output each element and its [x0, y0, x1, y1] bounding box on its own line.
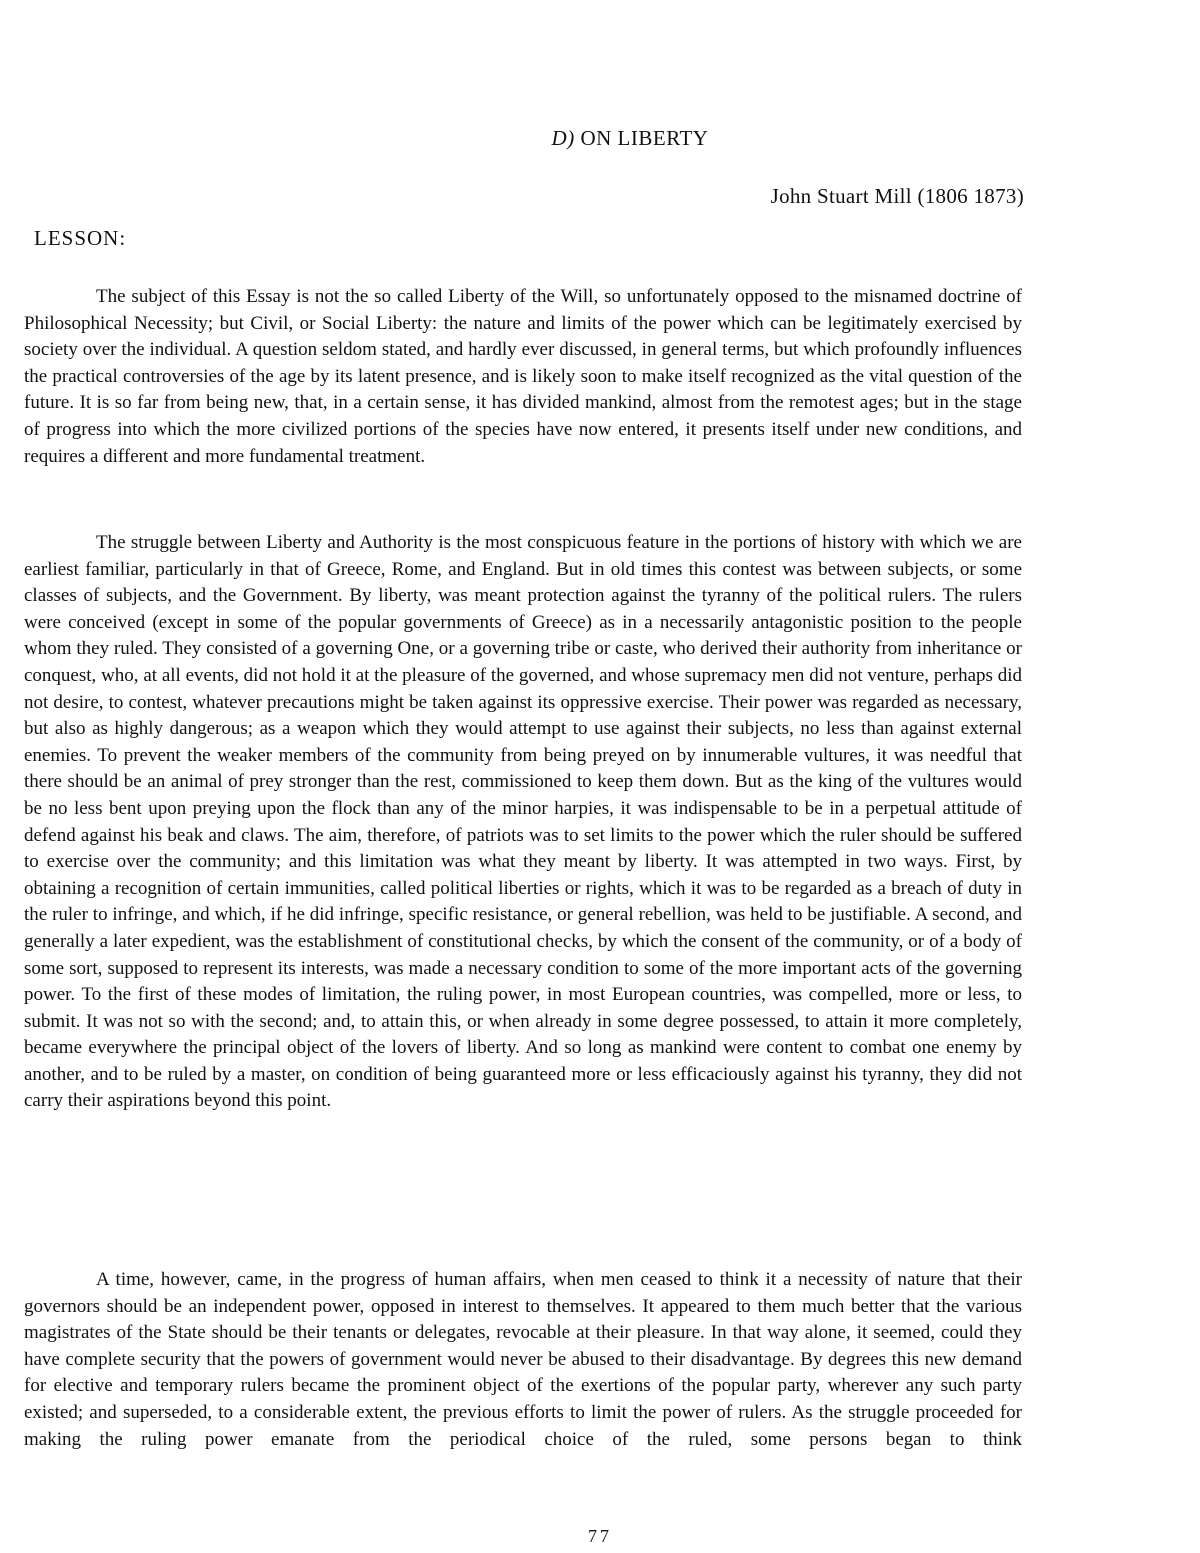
paragraph-1: The subject of this Essay is not the so called Liberty of the Will, so unfortunately opposed to the misnamed doctrine of Philosophical Necessity; but Civil, or Social Liberty: the nature and limits of the power which can be legitimately exercised by society over the individual. A question seldom stated, and hardly ever discussed, in general terms, but which profoundly influences the practical controversies of the age by its latent presence, and is likely soon to make itself recognized as the vital question of the future. It is so far from being new, that, in a certain sense, it has divided mankind, almost from the remotest ages; but in the stage of progress into which the more civilized portions of the species have now entered, it presents itself under new conditions, and requires a different and more fundamental treatment. [24, 286, 1022, 467]
section-title-text: ON LIBERTY [580, 126, 709, 150]
body-text-3 [24, 1267, 1022, 1476]
section-number: D) [551, 126, 575, 150]
lesson-label: LESSON: [34, 226, 127, 250]
section-title [0, 126, 1200, 151]
paragraph-3: A time, however, came, in the progress of human affairs, when men ceased to think it a necessity of nature that their governors should be an independent power, opposed in interest to themselves. It appeared to them much better that the various magistrates of the State should be their tenants or delegates, revocable at their pleasure. In that way alone, it seemed, could they have complete security that the powers of government would never be abused to their disadvantage. By degrees this new demand for elective and temporary rulers became the prominent object of the exertions of the popular party, wherever any such party existed; and superseded, to a considerable extent, the previous efforts to limit the power of rulers. As the struggle proceeded for making the ruling power emanate from the periodical choice of the ruled, some persons began to think [24, 1269, 1022, 1450]
author-line: John Stuart Mill (1806 1873) [770, 184, 1024, 208]
paragraph-2: The struggle between Liberty and Authority is the most conspicuous feature in the portions of history with which we are earliest familiar, particularly in that of Greece, Rome, and England. But in old times this contest was between subjects, or some classes of subjects, and the Government. By liberty, was meant protection against the tyranny of the political rulers. The rulers were conceived (except in some of the popular governments of Greece) as in a necessarily antagonistic position to the people whom they ruled. They consisted of a governing One, or a governing tribe or caste, who derived their authority from inheritance or conquest, who, at all events, did not hold it at the pleasure of the governed, and whose supremacy men did not venture, perhaps did not desire, to contest, whatever precautions might be taken against its oppressive exercise. Their power was regarded as necessary, but also as highly dangerous; as a weapon which they would attempt to use against their subjects, no less than against external enemies. To prevent the weaker members of the community from being preyed on by innumerable vultures, it was needful that there should be an animal of prey stronger than the rest, commissioned to keep them down. But as the king of the vultures would be no less bent upon preying upon the flock than any of the minor harpies, it was indispensable to be in a perpetual attitude of defend against his beak and claws. The aim, therefore, of patriots was to set limits to the power which the ruler should be suffered to exercise over the community; and this limitation was what they meant by liberty. It was attempted in two ways. First, by obtaining a recognition of certain immunities, called political liberties or rights, which it was to be regarded as a breach of duty in the ruler to infringe, and which, if he did infringe, specific resistance, or general rebellion, was held to be justifiable. A second, and generally a later expedient, was the establishment of constitutional checks, by which the consent of the community, or of a body of some sort, supposed to represent its interests, was made a necessary condition to some of the more important acts of the governing power. To the first of these modes of limitation, the ruling power, in most European countries, was compelled, more or less, to submit. It was not so with the second; and, to attain this, or when already in some degree possessed, to attain it more completely, became everywhere the principal object of the lovers of liberty. And so long as mankind were content to combat one enemy by another, and to be ruled by a master, on condition of being guaranteed more or less efficaciously against his tyranny, they did not carry their aspirations beyond this point. [24, 532, 1022, 1112]
body-text-2 [24, 530, 1022, 1138]
body-text [24, 284, 1022, 493]
page-number: 77 [588, 1526, 612, 1546]
